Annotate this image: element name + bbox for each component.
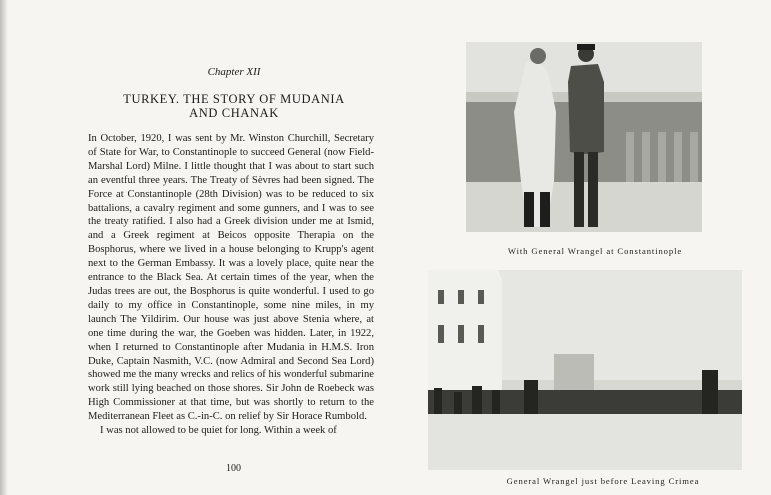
body-text <box>88 132 374 438</box>
photo1-illustration <box>466 42 702 232</box>
chapter-heading: Chapter XII <box>207 66 261 78</box>
chapter-title <box>74 92 394 120</box>
chapter-title-line2: AND CHANAK <box>189 106 279 120</box>
right-page <box>420 0 771 495</box>
photo-wrangel-crimea <box>428 270 742 470</box>
photo-wrangel-constantinople <box>466 42 702 232</box>
paragraph-1: In October, 1920, I was sent by Mr. Winston Churchill, Secretary of State for War, to Constantinople to succeed General (now Field-Marshal Lord) Milne. I little thought that I was about to start such an eventful three years. The Treaty of Sèvres had been signed. The Force at Constantinople (28th Division) was to be reduced to six battalions, a cavalry regiment and some gunners, and I was to see the treaty ratified. I also had a Greek division under me at Ismid, and a Greek regiment at Beicos opposite Therapia on the Bosphorus, where we lived in a house belonging to Krupp's agent next to the German Embassy. It was a lovely place, quite near the entrance to the Black Sea. At certain times of the year, when the Judas trees are out, the Bosphorus is quite wonderful. I used to go daily to my office in Constantinople, some nine miles, in my launch The Yildirim. Our house was just above Stenia where, at one time during the war, the Goeben was hidden. Later, in 1922, when I returned to Constantinople after Mudania in H.M.S. Iron Duke, Captain Nasmith, V.C. (now Admiral and Second Sea Lord) showed me the many wrecks and relics of his wonderful submarine work still lying beached on those shores. Sir John de Roebeck was High Commissioner at that time, but was shortly to return to the Mediterranean Fleet as C.-in-C. on relief by Sir Horace Rumbold. <box>88 133 374 423</box>
chapter-title-line1: TURKEY. THE STORY OF MUDANIA <box>123 92 345 106</box>
caption-photo1: With General Wrangel at Constantinople <box>507 246 683 256</box>
page-number: 100 <box>226 463 241 474</box>
left-page <box>14 0 454 495</box>
photo2-illustration <box>428 270 742 470</box>
paragraph-2: I was not allowed to be quiet for long. Within a week of <box>100 425 337 437</box>
caption-photo2: General Wrangel just before Leaving Crimea <box>506 476 700 486</box>
page-gutter <box>0 0 8 495</box>
